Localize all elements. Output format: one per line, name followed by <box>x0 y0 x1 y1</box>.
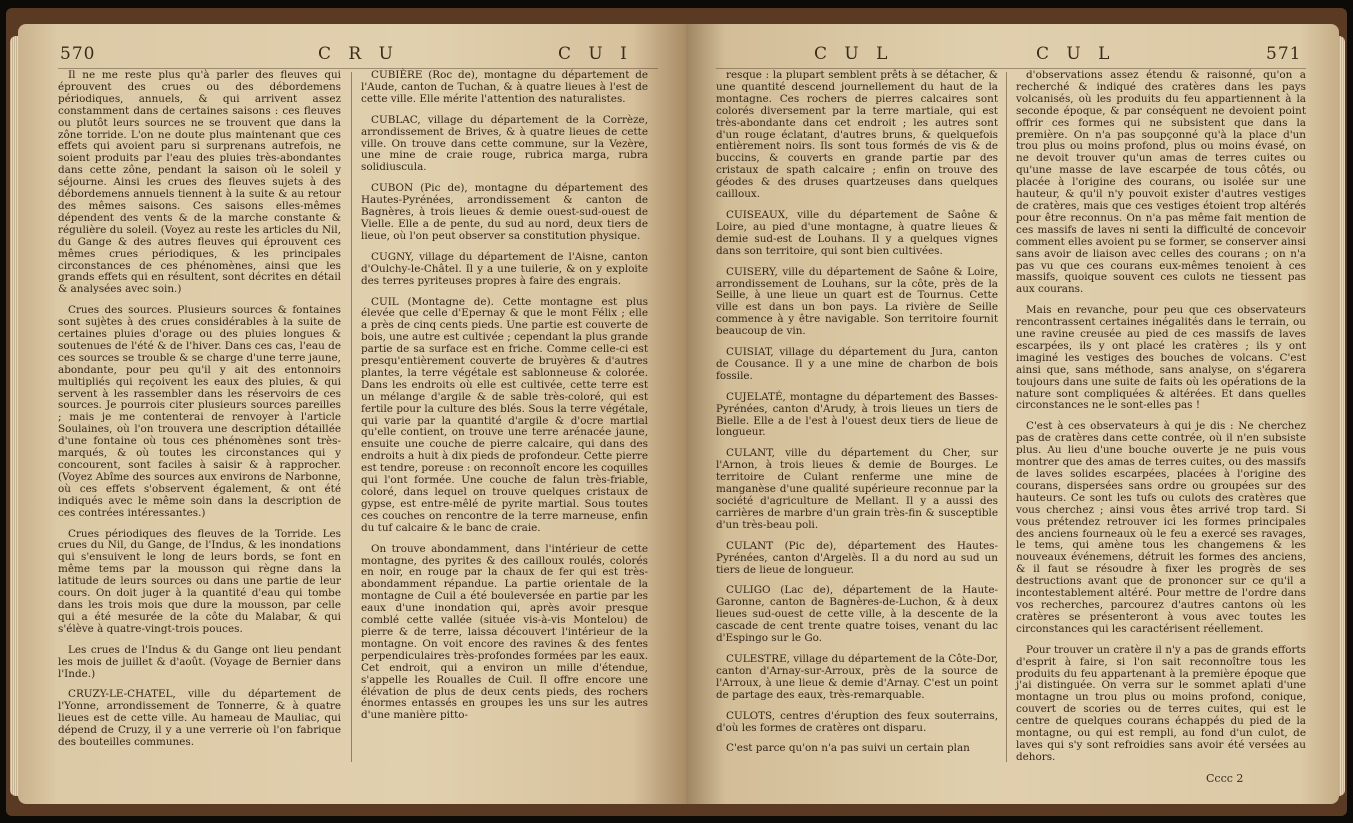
running-head: C R U <box>318 44 399 64</box>
paragraph: CULANT, ville du département du Cher, sur l'Arnon, à trois lieues & demie de Bourges. Le territoire de Culant renferme une mine de manganèse d'une qualité supérieure reconnue par la société d'agriculture de Mellant. Il y a aussi des carrières de marbre d'un grain très-fin & susceptible d'un très-beau poli. <box>716 447 998 531</box>
text-column <box>361 70 648 731</box>
paragraph: C'est parce qu'on n'a pas suivi un certain plan <box>726 742 970 755</box>
paragraph: resque : la plupart semblent prêts à se détacher, & une quantité descend journellement du haut de la montagne. Ces rochers de pierres calcaires sont colorés diversement par la terre martiale, qui est très-abondante dans cet endroit ; les autres sont d'un rouge éclatant, d'autres bruns, & quelquefois entièrement noirs. Ils sont tous formés de vis & de buccins, & couverts en grande partie par des cristaux de spath calcaire ; enfin on trouve des géodes & des druses quartzeuses dans quelques cailloux. <box>716 69 998 201</box>
paragraph: Il ne me reste plus qu'à parler des fleuves qui éprouvent des crues ou des débordemens périodiques, annuels, & qui arrivent assez constamment dans de certaines saisons : ces fleuves ou plutôt leurs sources ne se trouvent que dans la zône torride. L'on ne doute plus maintenant que ces effets qui avoient paru si surprenans autrefois, ne soient produits par l'eau des pluies très-abondantes dans cette zône, pendant la saison où le soleil y séjourne. Ainsi les crues des fleuves sujets à des débordemens annuels tiennent à la suite & au retour des mêmes saisons. Ces saisons elles-mêmes dépendent des vents & de la marche constante & régulière du soleil. (Voyez au reste les articles du Nil, du Gange & des autres fleuves qui éprouvent ces mêmes crues périodiques, & les principales circonstances de ces phénomènes, ainsi que les grands effets qui en résultent, sont décrites en détail & analysées avec soin.) <box>58 69 341 296</box>
right-page <box>686 24 1339 804</box>
signature-mark: Cccc 2 <box>1206 772 1244 785</box>
paragraph: Les crues de l'Indus & du Gange ont lieu pendant les mois de juillet & d'août. (Voyage de Bernier dans l'Inde.) <box>58 643 341 680</box>
running-head: C U L <box>1036 44 1116 64</box>
paragraph: CULANT (Pic de), département des Hautes-Pyrénées, canton d'Argelès. Il a du nord au sud un tiers de lieue de longueur. <box>716 539 998 576</box>
paragraph: Crues périodiques des fleuves de la Torride. Les crues du Nil, du Gange, de l'Indus, & les inondations qui s'ensuivent le long de leurs bords, se font en même tems par la mousson qui règne dans la latitude de leurs sources ou dans une partie de leur cours. On doit juger à la quantité d'eau qui tombe dans les trois mois que dure la mousson, par celle qui a été mesurée de la côte du Malabar, & qui s'élève à quatre-vingt-trois pouces. <box>58 527 341 635</box>
paragraph: CUBIÈRE (Roc de), montagne du département de l'Aude, canton de Tuchan, & à quatre lieues à l'est de cette ville. Elle mérite l'attention des naturalistes. <box>361 69 648 105</box>
page-number: 570 <box>60 44 96 64</box>
running-head: C U L <box>814 44 894 64</box>
left-page <box>18 24 686 804</box>
column-rule <box>351 72 352 762</box>
paragraph: CULIGO (Lac de), département de la Haute-Garonne, canton de Bagnères-de-Luchon, & à deux lieues sud-ouest de cette ville, à la descente de la cascade de cent trente quatre toises, venant du lac d'Espingo sur le Go. <box>716 584 998 645</box>
paragraph: CRUZY-LE-CHATEL, ville du département de l'Yonne, arrondissement de Tonnerre, & à quatre lieues est de cette ville. Au hameau de Mauliac, qui dépend de Cruzy, il y a une verrerie où l'on fabrique des bouteilles communes. <box>58 688 341 749</box>
paragraph: CUGNY, village du département de l'Aisne, canton d'Oulchy-le-Châtel. Il y a une tuilerie, & on y exploite des terres pyriteuses propres à faire des engrais. <box>361 250 648 287</box>
paragraph: Mais en revanche, pour peu que ces observateurs rencontrassent certaines inégalités dans le terrain, ou une ravine creusée au pied de ces massifs de laves escarpées, ils y ont placé les cratères ; ils y ont imaginé les vestiges des bouches de volcans. C'est ainsi que, sans méthode, sans analyse, on s'égarera toujours dans une suite de faits où les opérations de la nature sont compliquées & altérées. Et dans quelles circonstances ne le sont-elles pas ! <box>1016 304 1306 412</box>
text-column <box>716 70 998 764</box>
paragraph: CUBLAC, village du département de la Corrèze, arrondissement de Brives, & à quatre lieues de cette ville. On trouve dans cette commune, sur la Vezère, une mine de craie rouge, rubrica marga, rubra solidiuscula. <box>361 113 648 174</box>
paragraph: C'est à ces observateurs à qui je dis : Ne cherchez pas de cratères dans cette contrée, où il n'en subsiste plus. Au lieu d'une bouche ouverte je ne puis vous montrer que des amas de terres cuites, ou des massifs de laves solides escarpées, placées à l'origine des courans, dispersées sans ordre ou groupées sur des hauteurs. Ce sont les tufs ou culots des cratères que vous cherchez ; ainsi vous êtes arrivé trop tard. Si vous prétendez retrouver ici les formes principales des anciens fourneaux où le feu a exercé ses ravages, le tems, qui amène tous les changemens & les nouveaux événemens, détruit les formes des anciens, & il faut se résoudre à fixer les progrès de ses destructions avant que de prononcer sur ce qu'il a incontestablement altéré. Pour mettre de l'ordre dans vos recherches, parcourez d'autres cantons où les cratères se présenteront à vous avec toutes les circonstances qui les caractérisent réellement. <box>1016 420 1306 635</box>
running-head: C U I <box>558 44 633 64</box>
text-column <box>58 70 341 758</box>
paragraph: CUISERY, ville du département de Saône & Loire, arrondissement de Louhans, sur la côte, près de la Seille, à une lieue un quart est de Tournus. Cette ville est dans un bon pays. La rivière de Seille commence à y être navigable. Son territoire fournit beaucoup de vin. <box>716 265 998 338</box>
paragraph: CUISEAUX, ville du département de Saône & Loire, au pied d'une montagne, à quatre lieues & demie sud-est de Louhans. Il y a quelques vignes dans son territoire, qui sont bien cultivées. <box>716 208 998 257</box>
paragraph: CUBON (Pic de), montagne du département des Hautes-Pyrénées, arrondissement & canton de Bagnères, à trois lieues & demie ouest-sud-ouest de Vielle. Elle a de pente, du sud au nord, deux tiers de lieue, où l'on peut observer sa constitution physique. <box>361 182 648 242</box>
paragraph: CULESTRE, village du département de la Côte-Dor, canton d'Arnay-sur-Arroux, près de la source de l'Arroux, à une lieue & demie d'Arnay. C'est un point de partage des eaux, très-remarquable. <box>716 652 998 701</box>
paragraph: CUIL (Montagne de). Cette montagne est plus élevée que celle d'Epernay & que le mont Félix ; elle a près de cinq cents pieds. Une partie est couverte de bois, une autre est cultivée ; cependant la plus grande partie de sa surface est en friche. Comme celle-ci est presqu'entièrement couverte de bruyères & d'autres plantes, la terre végétale est sablonneuse & colorée. Dans les endroits où elle est cultivée, cette terre est un mélange d'argile & de sable très-coloré, qui est fertile pour la culture des blés. Sous la terre végétale, qui varie par la quantité d'argile & d'ocre martial qu'elle contient, on trouve une terre arénacée jaune, ensuite une couche de pierre calcaire, qui dans des endroits a huit à dix pieds de profondeur. Cette pierre est tendre, poreuse : on reconnoît encore les coquilles qui l'ont formée. Une couche de falun très-friable, coloré, dans lequel on trouve quelques cristaux de gypse, est entre-mêlé de pyrite martial. Sous toutes ces couches on rencontre de la terre marneuse, enfin du tuf calcaire & le banc de craie. <box>361 295 648 534</box>
paragraph: CUISIAT, village du département du Jura, canton de Cousance. Il y a une mine de charbon de bois fossile. <box>716 346 998 382</box>
paragraph: On trouve abondamment, dans l'intérieur de cette montagne, des pyrites & des cailloux roulés, colorés en noir, en rouge par la chaux de fer qui est très-abondamment répandue. La partie orientale de la montagne de Cuil a été bouleversée en partie par les eaux d'une inondation qui, après avoir presque comblé cette vallée (située vis-à-vis Montelou) de pierre & de terre, laissa découvert l'intérieur de la montagne. On voit encore des ravines & des fentes perpendiculaires très-profondes formées par les eaux. Cet endroit, qui a environ un mille d'étendue, s'appelle les Roualles de Cuil. Il offre encore une élévation de plus de deux cents pieds, des rochers énormes entassés en groupes les uns sur les autres d'une manière pitto- <box>361 542 648 722</box>
paragraph: Crues des sources. Plusieurs sources & fontaines sont sujètes à des crues considérables à la suite de certaines pluies d'orage ou des pluies longues & soutenues de l'été & de l'hiver. Dans ces cas, l'eau de ces sources se trouble & se charge d'une terre jaune, abondante, pour peu qu'il y ait des entonnoirs multipliés qui reçoivent les eaux des pluies, & qui servent à les rassembler dans les réservoirs de ces sources. Je pourrois citer plusieurs sources pareilles ; mais je me contenterai de renvoyer à l'article Soulaines, où l'on trouvera une description détaillée d'une fontaine où tous ces phénomènes sont très-marqués, & où toutes les circonstances qui y concourent, sont faciles à saisir & à rapprocher. (Voyez Abîme des sources aux environs de Narbonne, où ces effets s'observent également, & ont été indiqués avec le même soin dans la description de ces contrées intéressantes.) <box>58 304 341 519</box>
paragraph: Pour trouver un cratère il n'y a pas de grands efforts d'esprit à faire, si l'on sait reconnoître tous les produits du feu appartenant à la première époque que j'ai distinguée. On verra sur le sommet aplati d'une montagne un trou plus ou moins profond, conique, couvert de scories ou de terres cuites, qui est le centre de quelques courans échappés du pied de la montagne, ou qui est rempli, au fond d'un culot, de laves qui s'y sont refroidies sans avoir été versées au dehors. <box>1016 643 1306 763</box>
paragraph: CUJELATÉ, montagne du département des Basses-Pyrénées, canton d'Arudy, à trois lieues un tiers de Bielle. Elle a de l'est à l'ouest deux tiers de lieue de longueur. <box>716 390 998 439</box>
column-rule <box>1006 72 1007 762</box>
paragraph: d'observations assez étendu & raisonné, qu'on a recherché & indiqué des cratères dans les pays volcanisés, où les produits du feu appartiennent à la seconde époque, & par conséquent ne devoient point offrir ces formes qui ne subsistent que dans la première. On n'a pas soupçonné qu'à la place d'un trou plus ou moins profond, plus ou moins évasé, on ne devoit trouver qu'un amas de terres cuites ou qu'une masse de lave escarpée de tous côtés, ou placée à l'origine des courans, ou isolée sur une hauteur, & qu'il n'y pouvoit exister d'autres vestiges de cratères, mais que ces vestiges étoient trop altérés pour être reconnus. On n'a pas même fait mention de ces massifs de laves ni senti la difficulté de concevoir comment elles avoient pu se former, se conserver ainsi sans avoir de liaison avec celles des courans ; on n'a pas vu que ces courans eux-mêmes tenoient à ces massifs, quoique souvent ces culots ne tiessent pas aux courans. <box>1016 69 1306 296</box>
text-column <box>1016 70 1306 773</box>
page-number: 571 <box>1266 44 1302 64</box>
paragraph: CULOTS, centres d'éruption des feux souterrains, d'où les formes de cratères ont disparu. <box>716 709 998 734</box>
